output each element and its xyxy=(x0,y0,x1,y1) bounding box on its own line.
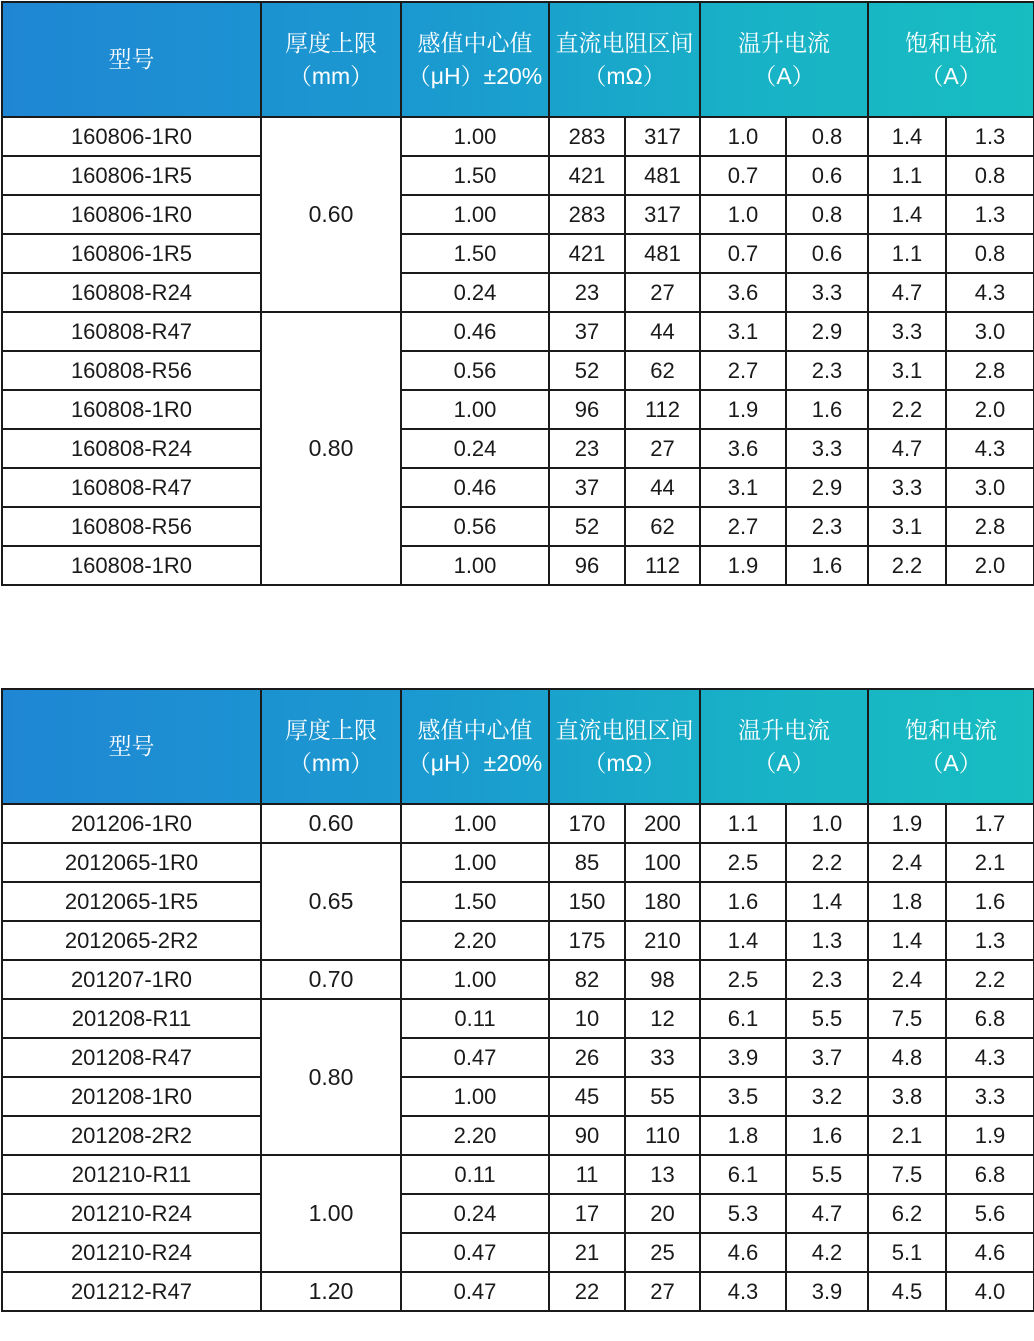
temp-rise-min-cell: 6.1 xyxy=(700,999,786,1038)
inductance-cell: 1.00 xyxy=(401,804,549,843)
inductance-cell: 0.46 xyxy=(401,468,549,507)
saturation-max-cell: 2.8 xyxy=(946,507,1034,546)
table-row xyxy=(2,1272,1034,1311)
saturation-max-cell: 3.0 xyxy=(946,312,1034,351)
saturation-max-cell: 2.0 xyxy=(946,390,1034,429)
inductance-cell: 0.47 xyxy=(401,1038,549,1077)
saturation-min-cell: 3.3 xyxy=(868,312,946,351)
saturation-max-cell: 5.6 xyxy=(946,1194,1034,1233)
temp-rise-min-cell: 4.3 xyxy=(700,1272,786,1311)
saturation-max-cell: 6.8 xyxy=(946,999,1034,1038)
dcr-min-cell: 175 xyxy=(549,921,625,960)
model-cell: 160808-1R0 xyxy=(2,390,261,429)
model-cell: 2012065-1R5 xyxy=(2,882,261,921)
saturation-max-cell: 4.3 xyxy=(946,1038,1034,1077)
model-cell: 2012065-1R0 xyxy=(2,843,261,882)
saturation-min-cell: 1.4 xyxy=(868,195,946,234)
header-thickness: 厚度上限 （mm） xyxy=(261,689,401,804)
saturation-min-cell: 4.7 xyxy=(868,273,946,312)
temp-rise-min-cell: 6.1 xyxy=(700,1155,786,1194)
model-cell: 160808-R47 xyxy=(2,468,261,507)
table-row xyxy=(2,1155,1034,1194)
spec-table-2 xyxy=(1,688,1034,1312)
saturation-min-cell: 2.2 xyxy=(868,390,946,429)
header-dcr: 直流电阻区间 （mΩ） xyxy=(549,689,700,804)
saturation-min-cell: 7.5 xyxy=(868,1155,946,1194)
saturation-max-cell: 1.9 xyxy=(946,1116,1034,1155)
model-cell: 201208-1R0 xyxy=(2,1077,261,1116)
temp-rise-min-cell: 1.0 xyxy=(700,195,786,234)
table-row xyxy=(2,999,1034,1038)
model-cell: 160808-R24 xyxy=(2,273,261,312)
inductance-cell: 0.24 xyxy=(401,273,549,312)
temp-rise-max-cell: 3.9 xyxy=(786,1272,868,1311)
model-cell: 201208-R11 xyxy=(2,999,261,1038)
header-inductance: 感值中心值 （μH）±20% xyxy=(401,689,549,804)
dcr-max-cell: 200 xyxy=(625,804,700,843)
saturation-min-cell: 6.2 xyxy=(868,1194,946,1233)
table-row xyxy=(2,921,1034,960)
temp-rise-max-cell: 0.6 xyxy=(786,234,868,273)
table-row xyxy=(2,351,1034,390)
dcr-max-cell: 481 xyxy=(625,234,700,273)
saturation-max-cell: 2.0 xyxy=(946,546,1034,585)
model-cell: 160808-R56 xyxy=(2,507,261,546)
temp-rise-max-cell: 1.3 xyxy=(786,921,868,960)
temp-rise-min-cell: 0.7 xyxy=(700,156,786,195)
table-row xyxy=(2,546,1034,585)
saturation-min-cell: 2.4 xyxy=(868,960,946,999)
dcr-min-cell: 82 xyxy=(549,960,625,999)
table-row xyxy=(2,804,1034,843)
dcr-max-cell: 44 xyxy=(625,312,700,351)
model-cell: 201208-2R2 xyxy=(2,1116,261,1155)
dcr-min-cell: 150 xyxy=(549,882,625,921)
saturation-min-cell: 7.5 xyxy=(868,999,946,1038)
saturation-min-cell: 1.1 xyxy=(868,234,946,273)
table-row xyxy=(2,1038,1034,1077)
model-cell: 160806-1R0 xyxy=(2,117,261,156)
dcr-max-cell: 100 xyxy=(625,843,700,882)
header-model: 型号 xyxy=(2,2,261,117)
temp-rise-min-cell: 3.6 xyxy=(700,429,786,468)
inductance-cell: 2.20 xyxy=(401,921,549,960)
inductance-cell: 0.56 xyxy=(401,351,549,390)
temp-rise-min-cell: 2.5 xyxy=(700,843,786,882)
saturation-min-cell: 3.1 xyxy=(868,351,946,390)
header-saturation-current: 饱和电流 （A） xyxy=(868,689,1034,804)
inductance-cell: 0.47 xyxy=(401,1233,549,1272)
thickness-cell: 1.20 xyxy=(261,1272,401,1311)
table-row xyxy=(2,234,1034,273)
inductance-cell: 1.00 xyxy=(401,117,549,156)
dcr-max-cell: 98 xyxy=(625,960,700,999)
dcr-max-cell: 62 xyxy=(625,507,700,546)
saturation-min-cell: 3.8 xyxy=(868,1077,946,1116)
saturation-max-cell: 4.6 xyxy=(946,1233,1034,1272)
dcr-min-cell: 21 xyxy=(549,1233,625,1272)
thickness-cell: 1.00 xyxy=(261,1155,401,1272)
inductance-cell: 1.00 xyxy=(401,960,549,999)
header-thickness: 厚度上限 （mm） xyxy=(261,2,401,117)
dcr-min-cell: 283 xyxy=(549,117,625,156)
saturation-min-cell: 4.8 xyxy=(868,1038,946,1077)
inductance-cell: 1.50 xyxy=(401,882,549,921)
inductance-cell: 0.47 xyxy=(401,1272,549,1311)
temp-rise-min-cell: 1.9 xyxy=(700,390,786,429)
temp-rise-min-cell: 1.6 xyxy=(700,882,786,921)
saturation-max-cell: 4.0 xyxy=(946,1272,1034,1311)
thickness-cell: 0.80 xyxy=(261,999,401,1155)
table-row xyxy=(2,843,1034,882)
saturation-max-cell: 2.8 xyxy=(946,351,1034,390)
dcr-max-cell: 317 xyxy=(625,117,700,156)
inductance-cell: 1.00 xyxy=(401,546,549,585)
temp-rise-max-cell: 3.3 xyxy=(786,429,868,468)
table-row xyxy=(2,882,1034,921)
dcr-max-cell: 317 xyxy=(625,195,700,234)
dcr-max-cell: 110 xyxy=(625,1116,700,1155)
temp-rise-max-cell: 2.9 xyxy=(786,312,868,351)
temp-rise-min-cell: 2.5 xyxy=(700,960,786,999)
dcr-min-cell: 52 xyxy=(549,507,625,546)
inductance-cell: 0.46 xyxy=(401,312,549,351)
thickness-cell: 0.80 xyxy=(261,312,401,585)
temp-rise-max-cell: 0.6 xyxy=(786,156,868,195)
dcr-min-cell: 26 xyxy=(549,1038,625,1077)
dcr-min-cell: 22 xyxy=(549,1272,625,1311)
temp-rise-min-cell: 3.5 xyxy=(700,1077,786,1116)
temp-rise-min-cell: 1.9 xyxy=(700,546,786,585)
temp-rise-min-cell: 4.6 xyxy=(700,1233,786,1272)
saturation-min-cell: 2.4 xyxy=(868,843,946,882)
temp-rise-min-cell: 3.1 xyxy=(700,468,786,507)
model-cell: 160808-R56 xyxy=(2,351,261,390)
table-row xyxy=(2,117,1034,156)
dcr-min-cell: 37 xyxy=(549,468,625,507)
header-temp-rise-current: 温升电流 （A） xyxy=(700,2,868,117)
saturation-max-cell: 1.3 xyxy=(946,117,1034,156)
dcr-max-cell: 13 xyxy=(625,1155,700,1194)
inductance-cell: 0.56 xyxy=(401,507,549,546)
saturation-min-cell: 3.1 xyxy=(868,507,946,546)
temp-rise-max-cell: 5.5 xyxy=(786,999,868,1038)
temp-rise-max-cell: 3.2 xyxy=(786,1077,868,1116)
dcr-max-cell: 25 xyxy=(625,1233,700,1272)
temp-rise-max-cell: 0.8 xyxy=(786,117,868,156)
saturation-max-cell: 2.1 xyxy=(946,843,1034,882)
dcr-max-cell: 481 xyxy=(625,156,700,195)
table-row xyxy=(2,156,1034,195)
inductance-cell: 0.24 xyxy=(401,429,549,468)
dcr-min-cell: 23 xyxy=(549,273,625,312)
temp-rise-max-cell: 4.2 xyxy=(786,1233,868,1272)
saturation-max-cell: 6.8 xyxy=(946,1155,1034,1194)
saturation-max-cell: 0.8 xyxy=(946,156,1034,195)
inductance-cell: 1.00 xyxy=(401,195,549,234)
temp-rise-max-cell: 1.6 xyxy=(786,1116,868,1155)
table-row xyxy=(2,1233,1034,1272)
temp-rise-max-cell: 1.6 xyxy=(786,546,868,585)
temp-rise-max-cell: 4.7 xyxy=(786,1194,868,1233)
table-row xyxy=(2,195,1034,234)
dcr-min-cell: 45 xyxy=(549,1077,625,1116)
saturation-max-cell: 2.2 xyxy=(946,960,1034,999)
dcr-min-cell: 11 xyxy=(549,1155,625,1194)
temp-rise-max-cell: 3.7 xyxy=(786,1038,868,1077)
saturation-min-cell: 1.1 xyxy=(868,156,946,195)
dcr-max-cell: 44 xyxy=(625,468,700,507)
inductance-cell: 1.50 xyxy=(401,234,549,273)
header-inductance: 感值中心值 （μH）±20% xyxy=(401,2,549,117)
spec-table-1 xyxy=(1,1,1034,586)
saturation-max-cell: 0.8 xyxy=(946,234,1034,273)
header-dcr: 直流电阻区间 （mΩ） xyxy=(549,2,700,117)
temp-rise-min-cell: 3.6 xyxy=(700,273,786,312)
dcr-max-cell: 27 xyxy=(625,273,700,312)
table-row xyxy=(2,273,1034,312)
dcr-min-cell: 37 xyxy=(549,312,625,351)
dcr-min-cell: 17 xyxy=(549,1194,625,1233)
dcr-max-cell: 210 xyxy=(625,921,700,960)
inductance-cell: 1.00 xyxy=(401,1077,549,1116)
model-cell: 2012065-2R2 xyxy=(2,921,261,960)
dcr-min-cell: 96 xyxy=(549,390,625,429)
inductance-cell: 1.00 xyxy=(401,390,549,429)
dcr-max-cell: 12 xyxy=(625,999,700,1038)
model-cell: 160808-R47 xyxy=(2,312,261,351)
table-row xyxy=(2,312,1034,351)
temp-rise-min-cell: 3.9 xyxy=(700,1038,786,1077)
thickness-cell: 0.60 xyxy=(261,804,401,843)
dcr-min-cell: 283 xyxy=(549,195,625,234)
dcr-min-cell: 96 xyxy=(549,546,625,585)
dcr-max-cell: 62 xyxy=(625,351,700,390)
dcr-max-cell: 33 xyxy=(625,1038,700,1077)
saturation-max-cell: 1.3 xyxy=(946,921,1034,960)
header-model: 型号 xyxy=(2,689,261,804)
model-cell: 160806-1R5 xyxy=(2,156,261,195)
saturation-max-cell: 1.7 xyxy=(946,804,1034,843)
dcr-max-cell: 27 xyxy=(625,1272,700,1311)
thickness-cell: 0.60 xyxy=(261,117,401,312)
temp-rise-max-cell: 2.2 xyxy=(786,843,868,882)
temp-rise-min-cell: 0.7 xyxy=(700,234,786,273)
temp-rise-min-cell: 2.7 xyxy=(700,507,786,546)
saturation-min-cell: 1.4 xyxy=(868,921,946,960)
saturation-min-cell: 4.5 xyxy=(868,1272,946,1311)
model-cell: 201208-R47 xyxy=(2,1038,261,1077)
table-row xyxy=(2,1194,1034,1233)
temp-rise-min-cell: 2.7 xyxy=(700,351,786,390)
temp-rise-max-cell: 2.9 xyxy=(786,468,868,507)
temp-rise-min-cell: 3.1 xyxy=(700,312,786,351)
inductance-cell: 1.50 xyxy=(401,156,549,195)
table-row xyxy=(2,429,1034,468)
inductance-cell: 0.24 xyxy=(401,1194,549,1233)
dcr-max-cell: 55 xyxy=(625,1077,700,1116)
thickness-cell: 0.70 xyxy=(261,960,401,999)
saturation-min-cell: 3.3 xyxy=(868,468,946,507)
inductance-cell: 2.20 xyxy=(401,1116,549,1155)
saturation-min-cell: 4.7 xyxy=(868,429,946,468)
table-row xyxy=(2,507,1034,546)
model-cell: 201212-R47 xyxy=(2,1272,261,1311)
model-cell: 160806-1R0 xyxy=(2,195,261,234)
saturation-min-cell: 2.1 xyxy=(868,1116,946,1155)
model-cell: 201210-R24 xyxy=(2,1194,261,1233)
model-cell: 160808-R24 xyxy=(2,429,261,468)
temp-rise-max-cell: 1.4 xyxy=(786,882,868,921)
saturation-max-cell: 1.6 xyxy=(946,882,1034,921)
dcr-min-cell: 23 xyxy=(549,429,625,468)
dcr-min-cell: 421 xyxy=(549,234,625,273)
model-cell: 201207-1R0 xyxy=(2,960,261,999)
dcr-min-cell: 10 xyxy=(549,999,625,1038)
temp-rise-min-cell: 1.1 xyxy=(700,804,786,843)
dcr-max-cell: 27 xyxy=(625,429,700,468)
inductance-cell: 1.00 xyxy=(401,843,549,882)
temp-rise-min-cell: 1.0 xyxy=(700,117,786,156)
saturation-min-cell: 1.9 xyxy=(868,804,946,843)
dcr-min-cell: 421 xyxy=(549,156,625,195)
saturation-max-cell: 4.3 xyxy=(946,429,1034,468)
model-cell: 201210-R11 xyxy=(2,1155,261,1194)
model-cell: 160806-1R5 xyxy=(2,234,261,273)
saturation-max-cell: 3.3 xyxy=(946,1077,1034,1116)
temp-rise-max-cell: 2.3 xyxy=(786,507,868,546)
inductance-cell: 0.11 xyxy=(401,999,549,1038)
temp-rise-max-cell: 5.5 xyxy=(786,1155,868,1194)
temp-rise-min-cell: 5.3 xyxy=(700,1194,786,1233)
model-cell: 160808-1R0 xyxy=(2,546,261,585)
inductance-cell: 0.11 xyxy=(401,1155,549,1194)
dcr-max-cell: 112 xyxy=(625,546,700,585)
table-row xyxy=(2,960,1034,999)
model-cell: 201206-1R0 xyxy=(2,804,261,843)
table-row xyxy=(2,468,1034,507)
dcr-min-cell: 85 xyxy=(549,843,625,882)
temp-rise-max-cell: 1.6 xyxy=(786,390,868,429)
model-cell: 201210-R24 xyxy=(2,1233,261,1272)
dcr-max-cell: 112 xyxy=(625,390,700,429)
saturation-max-cell: 1.3 xyxy=(946,195,1034,234)
saturation-min-cell: 5.1 xyxy=(868,1233,946,1272)
temp-rise-min-cell: 1.4 xyxy=(700,921,786,960)
saturation-max-cell: 4.3 xyxy=(946,273,1034,312)
dcr-max-cell: 180 xyxy=(625,882,700,921)
dcr-min-cell: 90 xyxy=(549,1116,625,1155)
table-row xyxy=(2,1116,1034,1155)
table-row xyxy=(2,390,1034,429)
temp-rise-max-cell: 2.3 xyxy=(786,960,868,999)
temp-rise-min-cell: 1.8 xyxy=(700,1116,786,1155)
temp-rise-max-cell: 2.3 xyxy=(786,351,868,390)
temp-rise-max-cell: 0.8 xyxy=(786,195,868,234)
header-temp-rise-current: 温升电流 （A） xyxy=(700,689,868,804)
header-saturation-current: 饱和电流 （A） xyxy=(868,2,1034,117)
saturation-min-cell: 2.2 xyxy=(868,546,946,585)
saturation-min-cell: 1.8 xyxy=(868,882,946,921)
saturation-max-cell: 3.0 xyxy=(946,468,1034,507)
table-row xyxy=(2,1077,1034,1116)
temp-rise-max-cell: 3.3 xyxy=(786,273,868,312)
dcr-min-cell: 170 xyxy=(549,804,625,843)
saturation-min-cell: 1.4 xyxy=(868,117,946,156)
dcr-min-cell: 52 xyxy=(549,351,625,390)
dcr-max-cell: 20 xyxy=(625,1194,700,1233)
temp-rise-max-cell: 1.0 xyxy=(786,804,868,843)
thickness-cell: 0.65 xyxy=(261,843,401,960)
